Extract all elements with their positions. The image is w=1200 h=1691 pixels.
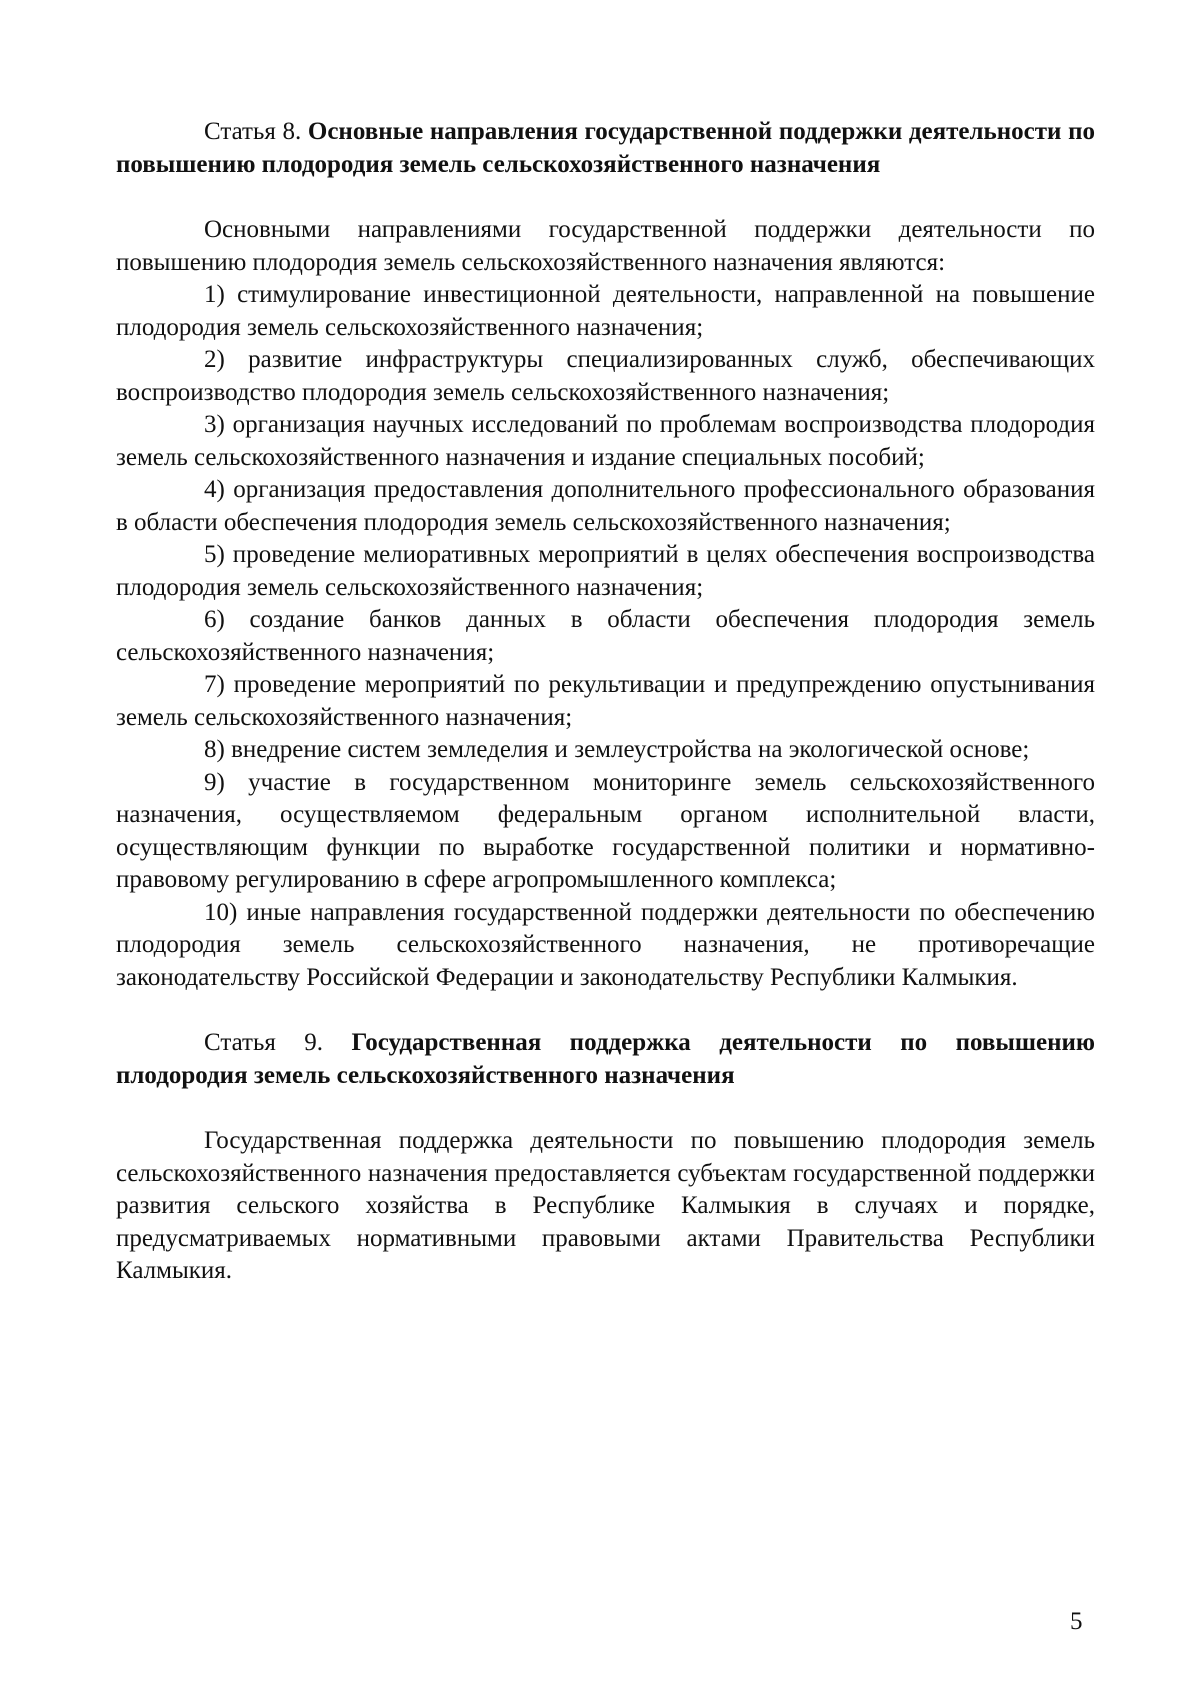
article-8-item-4: 4) организация предоставления дополнительного профессионального образования в области обеспечения плодородия земель сельскохозяйственного назначения; [116, 476, 1095, 536]
article-8-item-10: 10) иные направления государственной поддержки деятельности по обеспечению плодородия земель сельскохозяйственного назначения, не противоречащие законодательству Российской Федерации и законодательству Республики Калмыкия. [116, 898, 1095, 991]
article-8-item-9: 9) участие в государственном мониторинге земель сельскохозяйственного назначения, осуществляемом федеральным органом исполнительной власти, осуществляющим функции по выработке государственной политики и нормативно-правовому регулированию в сфере агропромышленного комплекса; [116, 768, 1095, 893]
article-8-item-6: 6) создание банков данных в области обеспечения плодородия земель сельскохозяйственного назначения; [116, 606, 1095, 666]
article-8-item-2: 2) развитие инфраструктуры специализированных служб, обеспечивающих воспроизводство плодородия земель сельскохозяйственного назначения; [116, 346, 1095, 406]
article-8-intro: Основными направлениями государственной поддержки деятельности по повышению плодородия земель сельскохозяйственного назначения являются: [116, 216, 1095, 276]
article-9-label: Статья 9. [204, 1029, 324, 1056]
article-9-title: Государственная поддержка деятельности по повышению плодородия земель сельскохозяйственного назначения [116, 1029, 1095, 1089]
article-8-item-8: 8) внедрение систем земледелия и землеустройства на экологической основе; [204, 736, 1030, 763]
article-8-label: Статья 8. [204, 118, 302, 145]
article-8-item-1: 1) стимулирование инвестиционной деятельности, направленной на повышение плодородия земель сельскохозяйственного назначения; [116, 281, 1095, 341]
spacer [116, 994, 1095, 1027]
page-number: 5 [1070, 1608, 1083, 1635]
article-9-heading [116, 1027, 1095, 1092]
article-8-title: Основные направления государственной поддержки деятельности по повышению плодородия земель сельскохозяйственного назначения [116, 118, 1095, 178]
spacer [116, 1092, 1095, 1125]
page-content [116, 116, 1095, 1288]
article-8-heading [116, 116, 1095, 181]
article-8-item-5: 5) проведение мелиоративных мероприятий в целях обеспечения воспроизводства плодородия земель сельскохозяйственного назначения; [116, 541, 1095, 601]
article-8-item-3: 3) организация научных исследований по проблемам воспроизводства плодородия земель сельскохозяйственного назначения и издание специальных пособий; [116, 411, 1095, 471]
article-9-text: Государственная поддержка деятельности по повышению плодородия земель сельскохозяйственного назначения предоставляется субъектам государственной поддержки развития сельского хозяйства в Республике Калмыкия в случаях и порядке, предусматриваемых нормативными правовыми актами Правительства Республики Калмыкия. [116, 1127, 1095, 1284]
spacer [116, 181, 1095, 214]
article-8-item-7: 7) проведение мероприятий по рекультивации и предупреждению опустынивания земель сельскохозяйственного назначения; [116, 671, 1095, 731]
